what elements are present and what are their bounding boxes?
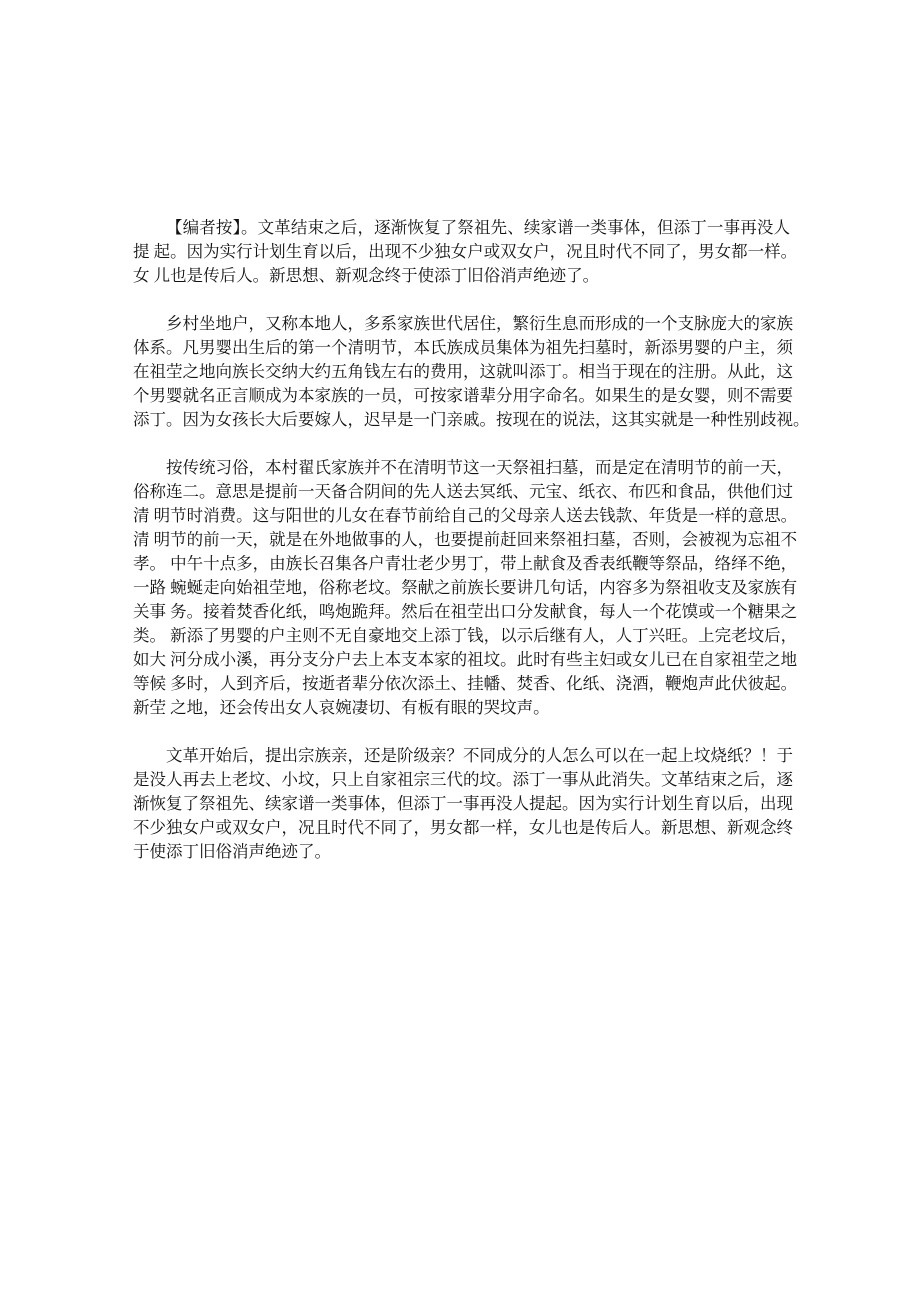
paragraph [133,216,798,288]
text-line: 按传统习俗，本村翟氏家族并不在清明节这一天祭祖扫墓，而是定在清明节的前一天， [166,458,793,477]
text-line: 提 起。因为实行计划生育以后，出现不少独女户或双女户，况且时代不同了，男女都一样。 [133,242,798,261]
text-line: 女 儿也是传后人。新思想、新观念终于使添丁旧俗消声绝迹了。 [133,266,600,285]
text-line: 等候 多时，人到齐后，按逝者辈分依次添土、挂幡、焚香、化纸、浇酒，鞭炮声此伏彼起。 [133,674,798,693]
text-line: 清 明节时消费。这与阳世的儿女在春节前给自己的父母亲人送去钱款、年货是一样的意思。 [133,506,798,525]
text-line: 添丁。因为女孩长大后要嫁人，迟早是一门亲戚。按现在的说法，这其实就是一种性别歧视。 [133,410,810,429]
document-body [133,216,810,888]
text-line: 渐恢复了祭祖先、续家谱一类事体，但添丁一事再没人提起。因为实行计划生育以后，出现 [133,794,793,813]
paragraph [133,744,793,864]
text-line: 一路 蜿蜒走向始祖茔地，俗称老坟。祭献之前族长要讲几句话，内容多为祭祖收支及家族有 [133,578,798,597]
text-line: 清 明节的前一天，就是在外地做事的人，也要提前赶回来祭祖扫墓，否则，会被视为忘祖不 [133,530,798,549]
paragraph [133,312,810,432]
text-line: 关事 务。接着焚香化纸，鸣炮跪拜。然后在祖茔出口分发献食，每人一个花馍或一个糖果之 [133,602,798,621]
text-line: 个男婴就名正言顺成为本家族的一员，可按家谱辈分用字命名。如果生的是女婴，则不需要 [133,386,793,405]
text-line: 如大 河分成小溪，再分支分户去上本支本家的祖坟。此时有些主妇或女儿已在自家祖茔之地 [133,650,798,669]
paragraph [133,456,798,720]
text-line: 【编者按】。文革结束之后，逐渐恢复了祭祖先、续家谱一类事体，但添丁一事再没人 [166,218,790,237]
text-line: 文革开始后，提出宗族亲，还是阶级亲？不同成分的人怎么可以在一起上坟烧纸？！于 [166,746,793,765]
text-line: 乡村坐地户，又称本地人，多系家族世代居住，繁衍生息而形成的一个支脉庞大的家族 [166,314,793,333]
text-line: 体系。凡男婴出生后的第一个清明节，本氏族成员集体为祖先扫墓时，新添男婴的户主，须 [133,338,793,357]
text-line: 是没人再去上老坟、小坟，只上自家祖宗三代的坟。添丁一事从此消失。文革结束之后，逐 [133,770,793,789]
text-line: 于使添丁旧俗消声绝迹了。 [133,842,331,861]
text-line: 不少独女户或双女户，况且时代不同了，男女都一样，女儿也是传后人。新思想、新观念终 [133,818,793,837]
text-line: 新茔 之地，还会传出女人哀婉凄切、有板有眼的哭坟声。 [133,698,550,717]
text-line: 俗称连二。意思是提前一天备合阴间的先人送去冥纸、元宝、纸衣、布匹和食品，供他们过 [133,482,793,501]
text-line: 孝。 中午十点多，由族长召集各户青壮老少男丁，带上献食及香表纸鞭等祭品，络绎不绝， [133,554,798,573]
text-line: 类。 新添了男婴的户主则不无自豪地交上添丁钱，以示后继有人，人丁兴旺。上完老坟后， [133,626,798,645]
text-line: 在祖茔之地向族长交纳大约五角钱左右的费用，这就叫添丁。相当于现在的注册。从此，这 [133,362,793,381]
